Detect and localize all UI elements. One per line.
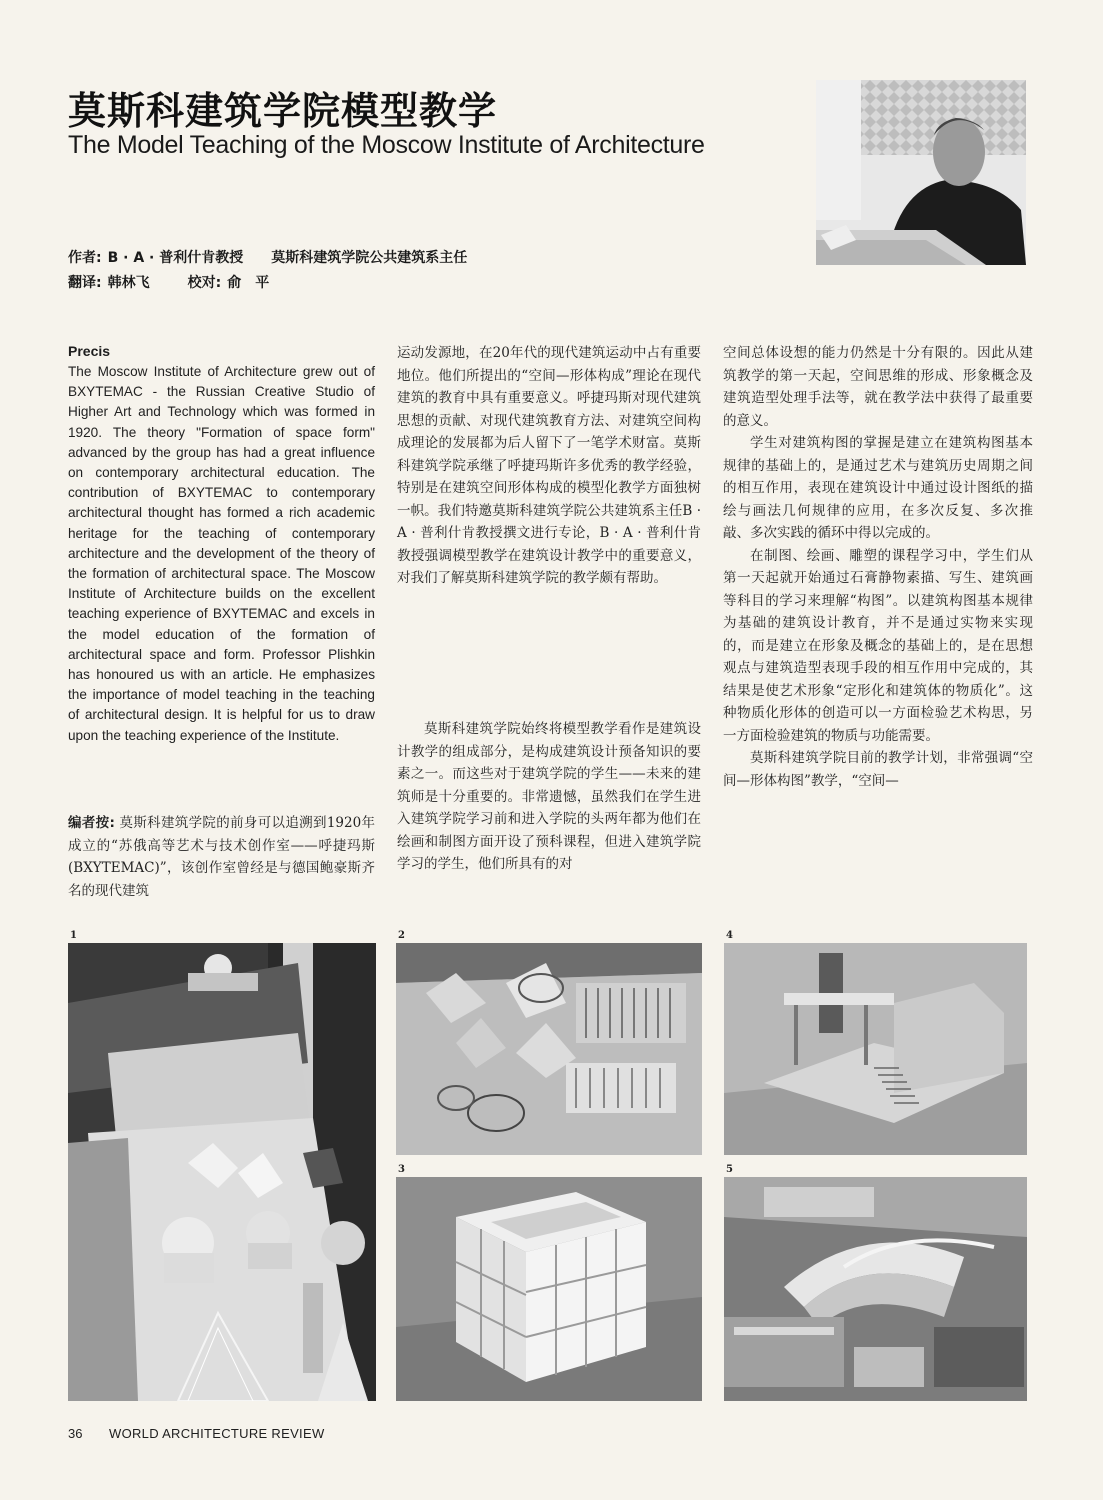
paragraph: 空间总体设想的能力仍然是十分有限的。因此从建筑教学的第一天起，空间思维的形成、形象概念及建筑造型处理手法等，就在教学法中获得了最重要的意义。 — [723, 345, 1033, 429]
page-number: 36 — [68, 1426, 83, 1441]
editor-note-text: 莫斯科建筑学院的前身可以追溯到1920年成立的“苏俄高等艺术与技术创作室——呼捷玛斯 (BXYTEMAC)”，该创作室曾经是与德国鲍豪斯齐名的现代建筑 — [68, 815, 376, 899]
editor-note — [68, 812, 375, 902]
paragraph: 运动发源地，在20年代的现代建筑运动中占有重要地位。他们所提出的“空间—形体构成”理论在现代建筑的教育中具有重要意义。呼捷玛斯对现代建筑思想的贡献、对现代建筑教育方法、对建筑空间构成理论的发展都为后人留下了一笔学术财富。莫斯科建筑学院承继了呼捷玛斯许多优秀的教学经验，特别是在建筑空间形体构成的模型化教学方面独树一帜。我们特邀莫斯科建筑学院公共建筑系主任B · A · 普利什肯教授撰文进行专论，B · A · 普利什肯教授强调模型教学在建筑设计教学中的重要意义，对我们了解莫斯科建筑学院的教学颇有帮助。 — [397, 345, 701, 586]
author-line — [68, 247, 495, 267]
translator-line — [68, 272, 297, 292]
author-role: 莫斯科建筑学院公共建筑系主任 — [271, 250, 468, 266]
paragraph: 莫斯科建筑学院目前的教学计划，非常强调“空间—形体构图”教学，“空间— — [723, 750, 1033, 789]
figure-1-photo — [68, 943, 376, 1401]
paragraph: 在制图、绘画、雕塑的课程学习中，学生们从第一天起就开始通过石膏静物素描、写生、建筑画等科目的学习来理解“构图”。以建筑构图基本规律为基础的建筑设计教育，并不是通过实物来实现的，而是建立在形象及概念的基础上的，是在思想观点与建筑造型表现手段的相互作用中完成的，其结果是使艺术形象“定形化和建筑体的物质化”。这种物质化形体的创造可以一方面检验艺术构思，另一方面检验建筑的物质与功能需要。 — [723, 547, 1033, 744]
proofreader-label: 校对: — [187, 275, 222, 291]
translator-name: 韩林飞 — [107, 275, 150, 291]
figure-2-photo — [396, 943, 702, 1155]
figure-3-photo — [396, 1177, 702, 1401]
column-3 — [723, 342, 1033, 792]
column-2-bottom — [397, 718, 701, 876]
figure-4-photo — [724, 943, 1027, 1155]
proofreader-name: 俞 平 — [227, 275, 270, 291]
paragraph: 莫斯科建筑学院始终将模型教学看作是建筑设计教学的组成部分，是构成建筑设计预备知识的要素之一。而这些对于建筑学院的学生——未来的建筑师是十分重要的。非常遗憾，虽然我们在学生进入建筑学院学习前和进入学院的头两年都为他们在绘画和制图方面开设了预科课程，但进入建筑学院学习的学生，他们所具有的对 — [397, 721, 701, 872]
precis-heading: Precis — [68, 343, 111, 359]
precis-text: The Moscow Institute of Architecture grew out of BXYTEMAC - the Russian Creative Studio of Higher Art and Technology which was formed in 1920. The theory "Formation of space form" advanced by the group has had a great influence on contemporary architectural education. The contribution of BXYTEMAC to contemporary architectural thought has formed a rich academic heritage for the teaching of contemporary architecture and the development of the theory of the formation of architectural space. The Moscow Institute of Architecture builds on the excellent teaching experience of BXYTEMAC and excels in the model education of the formation of architectural space and form. Professor Plishkin has honoured us with an article. He emphasizes the importance of model teaching in the teaching of architectural design. It is helpful for us to draw upon the teaching experience of the Institute. — [68, 364, 375, 743]
paragraph: 学生对建筑构图的掌握是建立在建筑构图基本规律的基础上的，是通过艺术与建筑历史周期之间的相互作用，表现在建筑设计中通过设计图纸的描绘与画法几何规律的应用，在多次反复、多次推敲、多次实践的循环中得以完成的。 — [723, 435, 1033, 541]
figure-number: 1 — [70, 930, 77, 941]
author-name: B · A · 普利什肯教授 — [107, 250, 244, 266]
translator-label: 翻译: — [68, 275, 102, 291]
figure-number: 4 — [726, 930, 733, 941]
editor-note-label: 编者按: — [68, 815, 115, 831]
figure-number: 5 — [726, 1164, 733, 1175]
author-portrait-photo — [816, 80, 1026, 265]
figure-number: 3 — [398, 1164, 405, 1175]
page-title: 莫斯科建筑学院模型教学 — [68, 89, 498, 133]
page-subtitle: The Model Teaching of the Moscow Institute of Architecture — [68, 131, 705, 159]
magazine-name: WORLD ARCHITECTURE REVIEW — [109, 1426, 325, 1441]
figure-5-photo — [724, 1177, 1027, 1401]
column-2-top — [397, 342, 701, 590]
figure-number: 2 — [398, 930, 405, 941]
author-label: 作者: — [68, 250, 102, 266]
